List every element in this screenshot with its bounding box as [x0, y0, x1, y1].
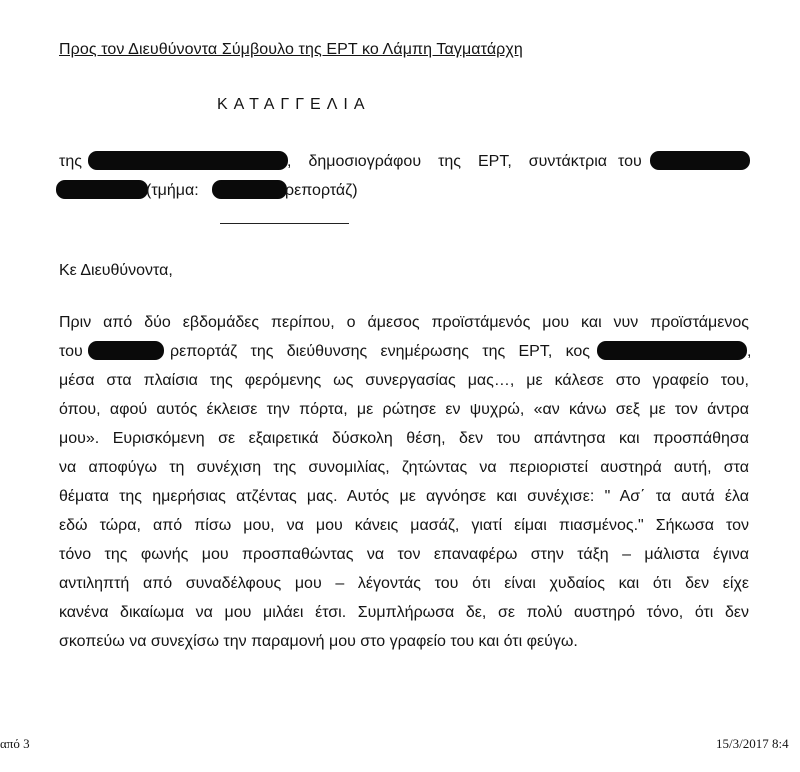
body-line: τόνο της φωνής μου προσπαθώντας να τον επαναφέρω στην τάξη – μάλιστα έγινα: [59, 546, 749, 563]
document-heading: ΚΑΤΑΓΓΕΛΙΑ: [217, 96, 371, 113]
redaction-bar: [650, 151, 750, 170]
greeting: Κε Διευθύνοντα,: [59, 262, 173, 279]
body-line: αντιληπτή από συναδέλφους μου – λέγοντάς του ότι είναι χυδαίος και ότι δεν είχε: [59, 575, 749, 592]
body-line: θέματα της ημερήσιας ατζέντας μας. Αυτός με αγνόησε και συνέχισε: " Ασ΄ τα αυτά έλα: [59, 488, 749, 505]
page-number: από 3: [0, 736, 30, 751]
body-line: μέσα στα πλαίσια της φερόμενης ως συνεργασίας μας…, με κάλεσε στο γραφείο του,: [59, 372, 749, 389]
redaction-bar: [597, 341, 747, 360]
body-line: σκοπεύω να συνεχίσω την παραμονή μου στο γραφείο του και ότι φεύγω.: [59, 633, 578, 650]
body-line: Πριν από δύο εβδομάδες περίπου, ο άμεσος προϊστάμενός μου και νυν προϊστάμενος: [59, 314, 749, 331]
redaction-bar: [212, 180, 287, 199]
body-line: όπου, αφού αυτός έκλεισε την πόρτα, με ρώτησε εν ψυχρώ, «αν κάνω σεξ με τον άντρα: [59, 401, 749, 418]
intro-line-1-middle: , δημοσιογράφου της ΕΡΤ, συντάκτρια: [287, 153, 607, 170]
intro-line-1-end: του: [618, 153, 642, 170]
redaction-bar: [56, 180, 148, 199]
intro-line-2-end: ρεπορτάζ): [285, 182, 358, 199]
body-line: μου». Ευρισκόμενη σε εξαιρετικά δύσκολη θέση, δεν του απάντησα και προσπάθησα: [59, 430, 749, 447]
body-line-2-suffix: ,: [747, 343, 752, 360]
intro-line-2-start: (τμήμα:: [146, 182, 199, 199]
body-line: ρεπορτάζ της διεύθυνσης ενημέρωσης της ΕΡΤ, κος: [170, 343, 590, 360]
addressee-line: Προς τον Διευθύνοντα Σύμβουλο της ΕΡΤ κο Λάμπη Ταγματάρχη: [59, 41, 523, 58]
body-line: εδώ τώρα, από πίσω μου, να μου κάνεις μασάζ, γιατί είμαι πιασμένος." Σήκωσα τον: [59, 517, 749, 534]
intro-line-1-start: της: [59, 153, 82, 170]
body-line: κανένα δικαίωμα να μου μιλάει έτσι. Συμπλήρωσα δε, σε πολύ αυστηρό τόνο, ότι δεν: [59, 604, 749, 621]
separator-rule: [220, 223, 349, 224]
redaction-bar: [88, 341, 164, 360]
timestamp: 15/3/2017 8:4: [716, 736, 789, 751]
body-line: να αποφύγω τη συνέχιση της συνομιλίας, ζητώντας να περιοριστεί αυστηρά αυτή, στα: [59, 459, 749, 476]
redaction-bar: [88, 151, 288, 170]
body-line-2-prefix: του: [59, 343, 83, 360]
